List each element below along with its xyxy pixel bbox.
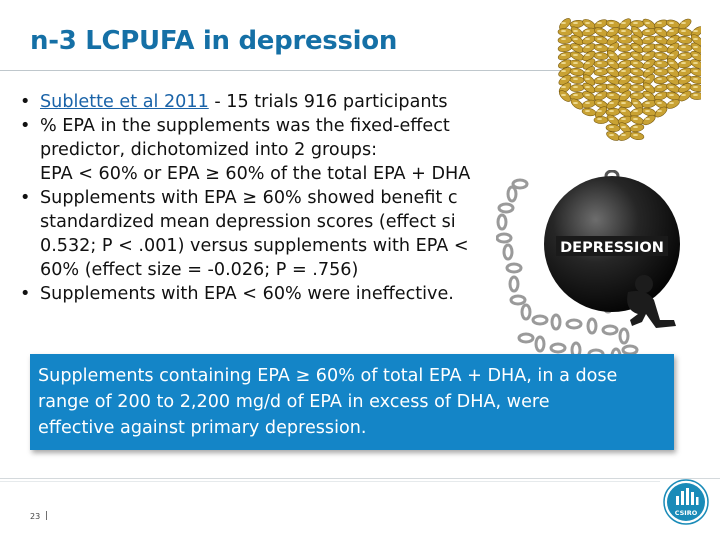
capsule-highlight <box>561 22 566 24</box>
footer-divider <box>0 481 660 482</box>
capsule-highlight <box>681 30 686 32</box>
capsule-highlight <box>669 46 674 48</box>
capsule-highlight <box>573 62 578 64</box>
capsule-highlight <box>693 86 698 88</box>
capsule-highlight <box>573 38 578 40</box>
capsule-highlight <box>609 30 614 32</box>
capsule <box>618 44 633 52</box>
capsule-highlight <box>561 46 566 48</box>
capsule-highlight <box>597 62 602 64</box>
capsule-highlight <box>561 70 566 72</box>
capsule-highlight <box>657 102 662 104</box>
capsule-highlight <box>621 94 626 96</box>
capsule-highlight <box>645 46 650 48</box>
capsule-highlight <box>621 134 626 136</box>
callout-line: effective against primary depression. <box>38 418 367 438</box>
capsule <box>558 36 572 44</box>
capsule-highlight <box>669 22 674 24</box>
bullet-text: Supplements with EPA ≥ 60% showed benefit c <box>40 188 458 208</box>
capsule-highlight <box>657 86 662 88</box>
capsule-highlight <box>573 54 578 56</box>
capsule <box>641 99 656 109</box>
capsule <box>606 108 621 116</box>
capsule-highlight <box>681 22 686 24</box>
capsule-highlight <box>609 110 614 112</box>
bullet-item <box>20 186 510 210</box>
capsule-highlight <box>609 22 614 24</box>
capsule-highlight <box>597 70 602 72</box>
capsule-highlight <box>585 46 590 48</box>
capsule-highlight <box>609 134 614 136</box>
capsule-highlight <box>693 62 698 64</box>
capsule-highlight <box>633 102 638 104</box>
capsule-highlight <box>561 54 566 56</box>
page-separator: | <box>45 511 49 521</box>
capsule-highlight <box>573 46 578 48</box>
capsule-highlight <box>681 54 686 56</box>
title-divider <box>0 70 575 71</box>
capsule-highlight <box>573 70 578 72</box>
capsule <box>618 100 633 109</box>
conclusion-callout <box>30 354 674 450</box>
capsule-highlight <box>669 102 674 104</box>
capsule-highlight <box>609 126 614 128</box>
capsule-highlight <box>561 62 566 64</box>
capsule-highlight <box>609 70 614 72</box>
capsule-highlight <box>621 46 626 48</box>
bullet-item <box>20 282 510 306</box>
capsule-highlight <box>597 94 602 96</box>
capsule-highlight <box>681 78 686 80</box>
capsule-highlight <box>573 78 578 80</box>
capsule-highlight <box>561 38 566 40</box>
capsule-highlight <box>645 94 650 96</box>
capsule-highlight <box>609 46 614 48</box>
capsule-highlight <box>633 38 638 40</box>
csiro-logo-icon <box>662 478 710 526</box>
bullet-glyph: • <box>20 188 31 208</box>
capsule-highlight <box>645 86 650 88</box>
capsule-highlight <box>621 62 626 64</box>
capsule-highlight <box>681 94 686 96</box>
capsule <box>570 84 584 92</box>
capsule-highlight <box>597 102 602 104</box>
capsule-highlight <box>669 30 674 32</box>
bullet-glyph: • <box>20 92 31 112</box>
capsule <box>677 27 692 37</box>
bullet-text: EPA < 60% or EPA ≥ 60% of the total EPA + DHA <box>40 164 471 184</box>
capsule <box>678 44 692 51</box>
capsule-highlight <box>633 62 638 64</box>
capsule-highlight <box>681 86 686 88</box>
capsule-highlight <box>657 62 662 64</box>
capsule <box>653 83 668 93</box>
capsule-highlight <box>693 78 698 80</box>
capsule-highlight <box>573 22 578 24</box>
capsule-highlight <box>621 30 626 32</box>
capsule-highlight <box>573 86 578 88</box>
capsule-highlight <box>621 54 626 56</box>
capsule-highlight <box>645 38 650 40</box>
ball-label: DEPRESSION <box>560 240 664 256</box>
capsule-highlight <box>657 78 662 80</box>
slide-title: n-3 LCPUFA in depression <box>30 26 398 56</box>
capsule-highlight <box>585 102 590 104</box>
capsule <box>618 28 633 37</box>
capsule-highlight <box>693 30 698 32</box>
capsule-highlight <box>681 70 686 72</box>
capsule-highlight <box>645 118 650 120</box>
capsule <box>677 59 692 69</box>
capsule-highlight <box>645 54 650 56</box>
bullet-text: 60% (effect size = -0.026; P = .756) <box>40 260 359 280</box>
capsule-highlight <box>657 54 662 56</box>
capsule-highlight <box>597 46 602 48</box>
capsule <box>678 36 693 45</box>
capsule-highlight <box>561 86 566 88</box>
capsule <box>642 27 657 36</box>
capsule-highlight <box>681 46 686 48</box>
capsule-highlight <box>561 94 566 96</box>
capsule <box>570 67 585 76</box>
capsule-highlight <box>597 110 602 112</box>
capsule <box>617 51 632 61</box>
bullet-text: predictor, dichotomized into 2 groups: <box>40 140 378 160</box>
capsule <box>654 68 668 76</box>
capsule-highlight <box>693 54 698 56</box>
footer-divider <box>0 478 720 479</box>
capsule-highlight <box>645 22 650 24</box>
capsule-highlight <box>633 78 638 80</box>
capsule-highlight <box>633 110 638 112</box>
capsule-highlight <box>693 46 698 48</box>
depression-ball-image <box>496 170 720 370</box>
capsule-highlight <box>609 38 614 40</box>
capsule-highlight <box>585 78 590 80</box>
capsule-highlight <box>609 86 614 88</box>
bullet-item <box>20 114 510 138</box>
capsule <box>606 124 621 132</box>
capsule-highlight <box>633 126 638 128</box>
capsule-highlight <box>585 22 590 24</box>
capsule-highlight <box>657 70 662 72</box>
capsule-highlight <box>633 22 638 24</box>
capsule-highlight <box>669 78 674 80</box>
bullet-item <box>20 90 510 114</box>
capsule-highlight <box>693 94 698 96</box>
capsule-highlight <box>597 118 602 120</box>
capsule <box>641 35 656 46</box>
capsule-highlight <box>621 118 626 120</box>
capsule-highlight <box>609 102 614 104</box>
capsule <box>690 92 701 99</box>
capsule-highlight <box>657 94 662 96</box>
capsule <box>594 60 608 67</box>
callout-line: Supplements containing EPA ≥ 60% of total EPA + DHA, in a dose <box>38 366 618 386</box>
capsule-highlight <box>669 70 674 72</box>
capsule-highlight <box>609 54 614 56</box>
capsule-highlight <box>597 78 602 80</box>
capsule-highlight <box>633 54 638 56</box>
capsule-highlight <box>681 62 686 64</box>
capsule <box>617 59 632 70</box>
capsule-highlight <box>633 134 638 136</box>
bullet-list <box>20 90 510 306</box>
capsule-highlight <box>621 70 626 72</box>
capsule-highlight <box>597 54 602 56</box>
capsule-highlight <box>585 54 590 56</box>
capsule-highlight <box>573 102 578 104</box>
capsule-highlight <box>561 78 566 80</box>
capsule <box>678 52 693 61</box>
citation-link[interactable]: Sublette et al 2011 <box>40 92 209 112</box>
capsule <box>629 67 644 77</box>
capsule <box>653 43 668 54</box>
capsule-highlight <box>621 78 626 80</box>
capsule-highlight <box>669 94 674 96</box>
bullet-glyph: • <box>20 116 31 136</box>
capsule <box>630 75 645 84</box>
capsule-highlight <box>633 86 638 88</box>
capsule <box>630 84 644 92</box>
capsule <box>654 75 669 84</box>
capsule-highlight <box>633 94 638 96</box>
capsule-highlight <box>561 30 566 32</box>
capsule-highlight <box>609 62 614 64</box>
capsule <box>593 75 608 85</box>
capsule-highlight <box>693 38 698 40</box>
capsule-highlight <box>609 78 614 80</box>
capsule <box>629 131 644 141</box>
capsule-highlight <box>573 30 578 32</box>
capsule-highlight <box>585 70 590 72</box>
capsule-highlight <box>669 62 674 64</box>
capsule <box>653 51 668 61</box>
capsule-highlight <box>621 86 626 88</box>
capsule-highlight <box>585 38 590 40</box>
capsule <box>593 35 608 46</box>
capsule-highlight <box>609 94 614 96</box>
bullet-text: Supplements with EPA < 60% were ineffective. <box>40 284 454 304</box>
capsule-highlight <box>657 30 662 32</box>
capsule-highlight <box>657 22 662 24</box>
capsule-highlight <box>645 78 650 80</box>
capsule <box>594 52 609 60</box>
capsule <box>618 36 632 43</box>
callout-line: range of 200 to 2,200 mg/d of EPA in excess of DHA, were <box>38 392 550 412</box>
capsule-highlight <box>621 38 626 40</box>
capsule-highlight <box>669 54 674 56</box>
capsule-highlight <box>645 102 650 104</box>
capsule-highlight <box>693 70 698 72</box>
capsule-highlight <box>609 118 614 120</box>
capsule-highlight <box>621 110 626 112</box>
capsule-highlight <box>585 110 590 112</box>
capsule-highlight <box>657 46 662 48</box>
capsule-highlight <box>657 110 662 112</box>
capsule-highlight <box>645 30 650 32</box>
capsule-highlight <box>585 30 590 32</box>
bullet-text: 0.532; P < .001) versus supplements with EPA < <box>40 236 469 256</box>
capsule-highlight <box>597 38 602 40</box>
capsule-highlight <box>633 70 638 72</box>
capsule-highlight <box>633 118 638 120</box>
capsule-highlight <box>621 22 626 24</box>
capsule <box>557 43 572 53</box>
capsule-highlight <box>597 86 602 88</box>
capsule <box>557 51 572 62</box>
capsule-highlight <box>669 38 674 40</box>
capsule-highlight <box>621 102 626 104</box>
bullet-text: - 15 trials 916 participants <box>208 92 448 112</box>
capsule-highlight <box>681 38 686 40</box>
capsule-highlight <box>633 30 638 32</box>
capsule <box>558 28 572 36</box>
bullet-glyph: • <box>20 284 31 304</box>
capsule <box>654 60 668 68</box>
capsule-highlight <box>633 46 638 48</box>
capsule-highlight <box>585 62 590 64</box>
capsule-highlight <box>621 126 626 128</box>
bullet-text: standardized mean depression scores (effect si <box>40 212 456 232</box>
capsule <box>581 107 596 117</box>
capsule-highlight <box>597 30 602 32</box>
capsule-highlight <box>585 86 590 88</box>
capsule-heart-image <box>553 18 701 148</box>
capsule-highlight <box>645 110 650 112</box>
capsule-highlight <box>597 22 602 24</box>
capsule-highlight <box>669 86 674 88</box>
capsule-highlight <box>645 70 650 72</box>
capsule <box>594 116 608 123</box>
capsule-highlight <box>657 38 662 40</box>
logo-text: CSIRO <box>674 509 698 517</box>
capsule-highlight <box>573 94 578 96</box>
bullet-text: % EPA in the supplements was the fixed-effect <box>40 116 450 136</box>
capsule-highlight <box>585 94 590 96</box>
capsule-highlight <box>645 62 650 64</box>
capsule <box>569 59 584 70</box>
capsule <box>629 123 644 133</box>
page-number: 23 <box>30 512 41 521</box>
capsule <box>593 43 608 53</box>
capsule <box>594 68 609 77</box>
capsule <box>570 76 584 84</box>
